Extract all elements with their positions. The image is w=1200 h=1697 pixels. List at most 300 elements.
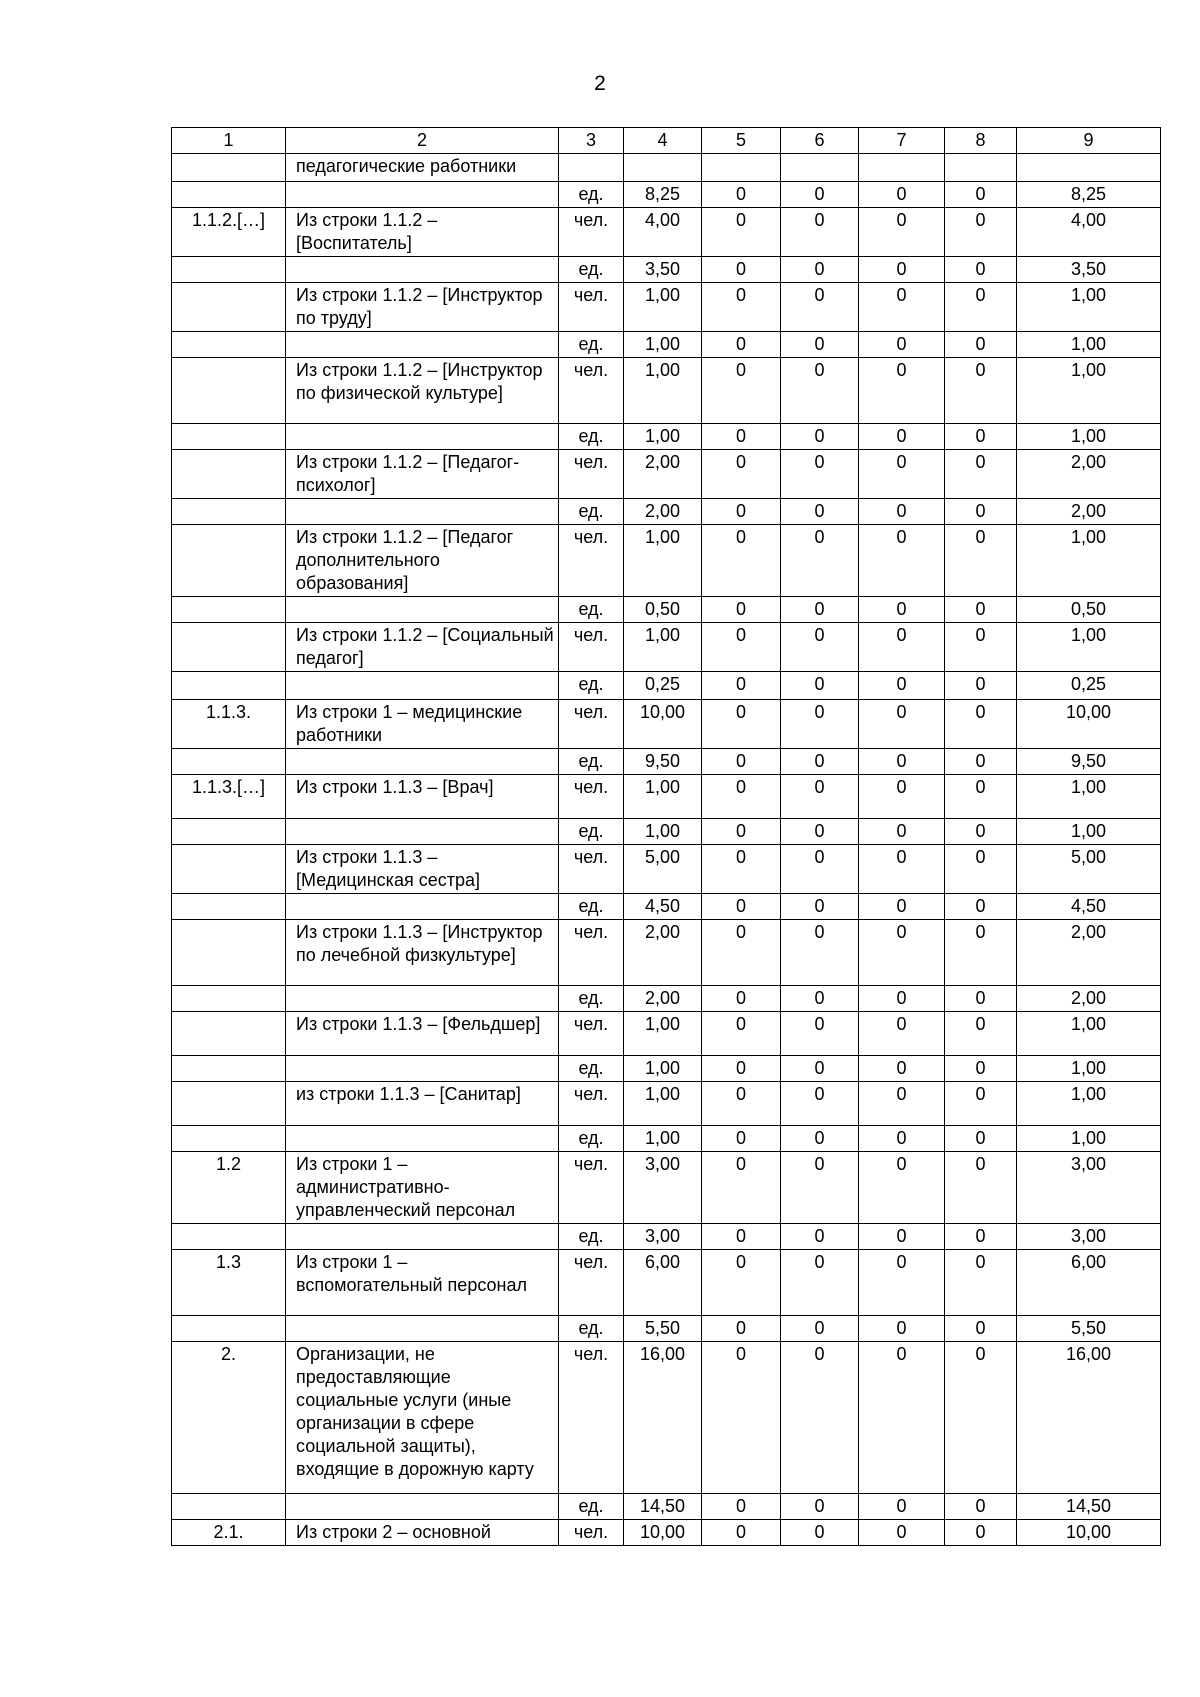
row-number-cell: [172, 672, 286, 700]
value-col-8-cell: 0: [945, 1012, 1017, 1056]
value-col-5-cell: 0: [702, 1494, 781, 1520]
value-col-6-cell: 0: [781, 257, 859, 283]
row-number-cell: [172, 182, 286, 208]
table-row: [172, 1316, 1161, 1342]
row-name-cell: [286, 986, 559, 1012]
table-row: [172, 986, 1161, 1012]
unit-cell: ед.: [559, 182, 624, 208]
row-number-cell: [172, 450, 286, 499]
value-col-6-cell: 0: [781, 700, 859, 749]
header-cell-7: 7: [859, 128, 945, 154]
value-col-6-cell: 0: [781, 1056, 859, 1082]
unit-cell: чел.: [559, 1520, 624, 1546]
value-col-8-cell: 0: [945, 332, 1017, 358]
unit-cell: чел.: [559, 358, 624, 424]
value-col-4-cell: 1,00: [624, 283, 702, 332]
row-name-cell: Из строки 1 – вспомогательный персонал: [286, 1250, 559, 1316]
value-col-7-cell: 0: [859, 700, 945, 749]
table-body: [172, 128, 1161, 1546]
value-col-5-cell: 0: [702, 845, 781, 894]
row-name-cell: Из строки 1.1.2 – [Инструктор по физической культуре]: [286, 358, 559, 424]
value-col-4-cell: 5,00: [624, 845, 702, 894]
row-number-cell: 2.1.: [172, 1520, 286, 1546]
row-number-cell: 1.3: [172, 1250, 286, 1316]
row-name-cell: Из строки 1.1.3 – [Фельдшер]: [286, 1012, 559, 1056]
table-row: [172, 424, 1161, 450]
value-col-7-cell: 0: [859, 623, 945, 672]
unit-cell: ед.: [559, 819, 624, 845]
value-col-9-cell: 1,00: [1017, 623, 1161, 672]
value-col-5-cell: 0: [702, 1152, 781, 1224]
row-number-cell: [172, 1082, 286, 1126]
row-number-cell: 2.: [172, 1342, 286, 1494]
value-col-5-cell: 0: [702, 450, 781, 499]
row-name-cell: [286, 819, 559, 845]
value-col-7-cell: 0: [859, 749, 945, 775]
value-col-9-cell: 8,25: [1017, 182, 1161, 208]
value-col-5-cell: 0: [702, 1056, 781, 1082]
value-col-5-cell: 0: [702, 920, 781, 986]
value-col-4-cell: 1,00: [624, 819, 702, 845]
unit-cell: чел.: [559, 1250, 624, 1316]
value-col-8-cell: 0: [945, 819, 1017, 845]
unit-cell: ед.: [559, 1056, 624, 1082]
value-col-6-cell: 0: [781, 1250, 859, 1316]
value-col-4-cell: 4,00: [624, 208, 702, 257]
value-col-7-cell: 0: [859, 283, 945, 332]
row-number-cell: [172, 332, 286, 358]
value-col-6-cell: 0: [781, 1082, 859, 1126]
row-name-cell: [286, 749, 559, 775]
value-col-7-cell: 0: [859, 182, 945, 208]
value-col-8-cell: 0: [945, 775, 1017, 819]
value-col-6-cell: 0: [781, 1152, 859, 1224]
value-col-8-cell: 0: [945, 700, 1017, 749]
value-col-9-cell: 0,50: [1017, 597, 1161, 623]
value-col-6-cell: 0: [781, 450, 859, 499]
unit-cell: ед.: [559, 1126, 624, 1152]
value-col-7-cell: 0: [859, 1056, 945, 1082]
row-name-cell: Из строки 1.1.3 – [Врач]: [286, 775, 559, 819]
row-name-cell: [286, 182, 559, 208]
value-col-4-cell: 0,50: [624, 597, 702, 623]
value-col-6-cell: 0: [781, 749, 859, 775]
row-number-cell: [172, 1316, 286, 1342]
value-col-5-cell: 0: [702, 358, 781, 424]
unit-cell: чел.: [559, 1342, 624, 1494]
value-col-7-cell: 0: [859, 597, 945, 623]
unit-cell: ед.: [559, 499, 624, 525]
table-row: [172, 749, 1161, 775]
value-col-7-cell: 0: [859, 208, 945, 257]
value-col-7-cell: 0: [859, 1494, 945, 1520]
row-name-cell: из строки 1.1.3 – [Санитар]: [286, 1082, 559, 1126]
unit-cell: чел.: [559, 450, 624, 499]
value-col-4-cell: 1,00: [624, 358, 702, 424]
value-col-9-cell: 1,00: [1017, 525, 1161, 597]
table-row: [172, 154, 1161, 182]
value-col-8-cell: 0: [945, 623, 1017, 672]
row-name-cell: [286, 1056, 559, 1082]
value-col-5-cell: 0: [702, 1316, 781, 1342]
table-row: [172, 332, 1161, 358]
value-col-8-cell: 0: [945, 597, 1017, 623]
value-col-7-cell: 0: [859, 672, 945, 700]
value-col-8-cell: 0: [945, 986, 1017, 1012]
unit-cell: ед.: [559, 672, 624, 700]
value-col-6-cell: 0: [781, 499, 859, 525]
value-col-9-cell: 10,00: [1017, 700, 1161, 749]
row-number-cell: [172, 499, 286, 525]
value-col-8-cell: 0: [945, 283, 1017, 332]
row-number-cell: [172, 257, 286, 283]
value-col-5-cell: 0: [702, 257, 781, 283]
row-name-cell: Из строки 1 – медицинские работники: [286, 700, 559, 749]
value-col-7-cell: 0: [859, 986, 945, 1012]
value-col-5-cell: 0: [702, 499, 781, 525]
table-row: [172, 450, 1161, 499]
value-col-4-cell: 6,00: [624, 1250, 702, 1316]
row-name-cell: [286, 499, 559, 525]
table-row: [172, 1520, 1161, 1546]
row-number-cell: [172, 1012, 286, 1056]
table-row: [172, 1012, 1161, 1056]
value-col-6-cell: 0: [781, 986, 859, 1012]
value-col-5-cell: 0: [702, 1012, 781, 1056]
value-col-7-cell: 0: [859, 920, 945, 986]
unit-cell: чел.: [559, 700, 624, 749]
table-row: [172, 358, 1161, 424]
table-row: [172, 819, 1161, 845]
row-name-cell: [286, 257, 559, 283]
value-col-9-cell: 1,00: [1017, 424, 1161, 450]
value-col-8-cell: 0: [945, 257, 1017, 283]
row-number-cell: [172, 1126, 286, 1152]
header-cell-9: 9: [1017, 128, 1161, 154]
value-col-8-cell: 0: [945, 525, 1017, 597]
value-col-9-cell: 1,00: [1017, 1056, 1161, 1082]
value-col-7-cell: [859, 154, 945, 182]
value-col-4-cell: 1,00: [624, 1012, 702, 1056]
value-col-9-cell: 10,00: [1017, 1520, 1161, 1546]
value-col-5-cell: 0: [702, 1342, 781, 1494]
value-col-8-cell: 0: [945, 1126, 1017, 1152]
table-row: [172, 700, 1161, 749]
value-col-6-cell: 0: [781, 819, 859, 845]
table-row: [172, 1056, 1161, 1082]
row-name-cell: Из строки 1.1.2 – [Педагог дополнительного образования]: [286, 525, 559, 597]
row-number-cell: [172, 894, 286, 920]
value-col-6-cell: 0: [781, 845, 859, 894]
unit-cell: чел.: [559, 525, 624, 597]
value-col-4-cell: 16,00: [624, 1342, 702, 1494]
value-col-4-cell: 10,00: [624, 1520, 702, 1546]
value-col-4-cell: 2,00: [624, 499, 702, 525]
value-col-7-cell: 0: [859, 1520, 945, 1546]
value-col-5-cell: 0: [702, 332, 781, 358]
unit-cell: чел.: [559, 920, 624, 986]
value-col-8-cell: 0: [945, 1342, 1017, 1494]
value-col-7-cell: 0: [859, 845, 945, 894]
header-cell-6: 6: [781, 128, 859, 154]
value-col-9-cell: 2,00: [1017, 920, 1161, 986]
table-row: [172, 1494, 1161, 1520]
value-col-5-cell: 0: [702, 1126, 781, 1152]
value-col-8-cell: 0: [945, 1224, 1017, 1250]
value-col-7-cell: 0: [859, 1012, 945, 1056]
value-col-5-cell: 0: [702, 894, 781, 920]
value-col-4-cell: 1,00: [624, 424, 702, 450]
header-cell-5: 5: [702, 128, 781, 154]
value-col-6-cell: 0: [781, 208, 859, 257]
row-name-cell: Из строки 2 – основной: [286, 1520, 559, 1546]
value-col-9-cell: [1017, 154, 1161, 182]
value-col-4-cell: 10,00: [624, 700, 702, 749]
value-col-4-cell: 1,00: [624, 1126, 702, 1152]
value-col-9-cell: 1,00: [1017, 775, 1161, 819]
staffing-table: [171, 127, 1161, 1546]
value-col-6-cell: 0: [781, 358, 859, 424]
value-col-6-cell: 0: [781, 525, 859, 597]
row-number-cell: [172, 749, 286, 775]
value-col-9-cell: 1,00: [1017, 283, 1161, 332]
value-col-7-cell: 0: [859, 1126, 945, 1152]
value-col-6-cell: 0: [781, 623, 859, 672]
row-name-cell: Из строки 1.1.2 – [Инструктор по труду]: [286, 283, 559, 332]
value-col-9-cell: 2,00: [1017, 499, 1161, 525]
value-col-4-cell: 2,00: [624, 920, 702, 986]
value-col-9-cell: 4,50: [1017, 894, 1161, 920]
row-name-cell: Из строки 1.1.3 – [Инструктор по лечебной физкультуре]: [286, 920, 559, 986]
value-col-5-cell: 0: [702, 597, 781, 623]
unit-cell: чел.: [559, 1082, 624, 1126]
value-col-5-cell: 0: [702, 1224, 781, 1250]
value-col-9-cell: 3,00: [1017, 1224, 1161, 1250]
value-col-8-cell: 0: [945, 845, 1017, 894]
table-row: [172, 1224, 1161, 1250]
table-row: [172, 672, 1161, 700]
value-col-8-cell: 0: [945, 358, 1017, 424]
value-col-5-cell: 0: [702, 623, 781, 672]
row-name-cell: [286, 1316, 559, 1342]
value-col-4-cell: 3,00: [624, 1224, 702, 1250]
value-col-9-cell: 1,00: [1017, 1012, 1161, 1056]
table-row: [172, 1152, 1161, 1224]
row-name-cell: [286, 672, 559, 700]
table-header-row: [172, 128, 1161, 154]
unit-cell: ед.: [559, 332, 624, 358]
value-col-7-cell: 0: [859, 1316, 945, 1342]
value-col-4-cell: 1,00: [624, 623, 702, 672]
value-col-6-cell: 0: [781, 894, 859, 920]
value-col-9-cell: 3,00: [1017, 1152, 1161, 1224]
row-number-cell: [172, 845, 286, 894]
row-number-cell: [172, 1056, 286, 1082]
unit-cell: чел.: [559, 845, 624, 894]
value-col-8-cell: 0: [945, 424, 1017, 450]
value-col-5-cell: 0: [702, 749, 781, 775]
unit-cell: чел.: [559, 283, 624, 332]
table-row: [172, 1342, 1161, 1494]
row-name-cell: Из строки 1.1.2 – [Воспитатель]: [286, 208, 559, 257]
value-col-9-cell: 2,00: [1017, 450, 1161, 499]
header-cell-8: 8: [945, 128, 1017, 154]
row-number-cell: 1.1.3.[…]: [172, 775, 286, 819]
value-col-4-cell: 3,50: [624, 257, 702, 283]
value-col-7-cell: 0: [859, 1342, 945, 1494]
value-col-6-cell: 0: [781, 1012, 859, 1056]
value-col-9-cell: 2,00: [1017, 986, 1161, 1012]
value-col-4-cell: 9,50: [624, 749, 702, 775]
value-col-8-cell: 0: [945, 1056, 1017, 1082]
row-number-cell: [172, 597, 286, 623]
value-col-5-cell: 0: [702, 424, 781, 450]
header-cell-4: 4: [624, 128, 702, 154]
table-row: [172, 525, 1161, 597]
value-col-4-cell: 2,00: [624, 450, 702, 499]
value-col-6-cell: 0: [781, 920, 859, 986]
value-col-6-cell: 0: [781, 1342, 859, 1494]
header-cell-1: 1: [172, 128, 286, 154]
unit-cell: ед.: [559, 1224, 624, 1250]
row-name-cell: педагогические работники: [286, 154, 559, 182]
table-row: [172, 920, 1161, 986]
row-name-cell: Из строки 1.1.2 – [Педагог-психолог]: [286, 450, 559, 499]
value-col-5-cell: 0: [702, 525, 781, 597]
table-row: [172, 597, 1161, 623]
value-col-8-cell: 0: [945, 920, 1017, 986]
row-number-cell: [172, 819, 286, 845]
unit-cell: ед.: [559, 986, 624, 1012]
row-number-cell: [172, 154, 286, 182]
value-col-4-cell: 1,00: [624, 332, 702, 358]
value-col-6-cell: 0: [781, 1494, 859, 1520]
value-col-8-cell: 0: [945, 1250, 1017, 1316]
value-col-5-cell: 0: [702, 1250, 781, 1316]
row-name-cell: Организации, не предоставляющие социальные услуги (иные организации в сфере социальной защиты), входящие в дорожную карту: [286, 1342, 559, 1494]
table-row: [172, 257, 1161, 283]
table-row: [172, 623, 1161, 672]
row-number-cell: [172, 623, 286, 672]
value-col-6-cell: [781, 154, 859, 182]
value-col-9-cell: 9,50: [1017, 749, 1161, 775]
value-col-5-cell: 0: [702, 1082, 781, 1126]
value-col-4-cell: 0,25: [624, 672, 702, 700]
value-col-9-cell: 14,50: [1017, 1494, 1161, 1520]
value-col-9-cell: 5,50: [1017, 1316, 1161, 1342]
header-cell-3: 3: [559, 128, 624, 154]
value-col-6-cell: 0: [781, 424, 859, 450]
row-name-cell: Из строки 1 – административно-управленческий персонал: [286, 1152, 559, 1224]
row-number-cell: [172, 1224, 286, 1250]
value-col-5-cell: 0: [702, 208, 781, 257]
value-col-7-cell: 0: [859, 775, 945, 819]
value-col-9-cell: 6,00: [1017, 1250, 1161, 1316]
unit-cell: [559, 154, 624, 182]
unit-cell: чел.: [559, 1152, 624, 1224]
row-name-cell: [286, 1126, 559, 1152]
value-col-6-cell: 0: [781, 332, 859, 358]
value-col-8-cell: 0: [945, 1082, 1017, 1126]
value-col-8-cell: 0: [945, 1520, 1017, 1546]
value-col-7-cell: 0: [859, 257, 945, 283]
row-number-cell: [172, 283, 286, 332]
value-col-4-cell: 14,50: [624, 1494, 702, 1520]
value-col-8-cell: 0: [945, 182, 1017, 208]
row-name-cell: [286, 332, 559, 358]
row-name-cell: Из строки 1.1.2 – [Социальный педагог]: [286, 623, 559, 672]
value-col-8-cell: 0: [945, 672, 1017, 700]
value-col-8-cell: 0: [945, 1316, 1017, 1342]
page-number: 2: [594, 72, 606, 95]
value-col-5-cell: 0: [702, 1520, 781, 1546]
value-col-7-cell: 0: [859, 1250, 945, 1316]
row-number-cell: [172, 986, 286, 1012]
value-col-4-cell: 1,00: [624, 525, 702, 597]
value-col-6-cell: 0: [781, 672, 859, 700]
value-col-9-cell: 1,00: [1017, 332, 1161, 358]
value-col-7-cell: 0: [859, 1224, 945, 1250]
row-number-cell: [172, 1494, 286, 1520]
table-row: [172, 182, 1161, 208]
value-col-6-cell: 0: [781, 1224, 859, 1250]
value-col-5-cell: 0: [702, 986, 781, 1012]
value-col-9-cell: 16,00: [1017, 1342, 1161, 1494]
table-row: [172, 283, 1161, 332]
row-name-cell: [286, 424, 559, 450]
row-number-cell: [172, 920, 286, 986]
value-col-7-cell: 0: [859, 358, 945, 424]
value-col-7-cell: 0: [859, 819, 945, 845]
value-col-9-cell: 5,00: [1017, 845, 1161, 894]
row-number-cell: 1.1.3.: [172, 700, 286, 749]
value-col-8-cell: 0: [945, 1152, 1017, 1224]
unit-cell: ед.: [559, 1316, 624, 1342]
value-col-8-cell: [945, 154, 1017, 182]
table-row: [172, 1082, 1161, 1126]
value-col-5-cell: 0: [702, 775, 781, 819]
value-col-8-cell: 0: [945, 749, 1017, 775]
header-cell-2: 2: [286, 128, 559, 154]
unit-cell: чел.: [559, 208, 624, 257]
value-col-9-cell: 4,00: [1017, 208, 1161, 257]
unit-cell: ед.: [559, 424, 624, 450]
value-col-4-cell: 8,25: [624, 182, 702, 208]
table-row: [172, 1250, 1161, 1316]
value-col-7-cell: 0: [859, 450, 945, 499]
row-number-cell: 1.2: [172, 1152, 286, 1224]
value-col-6-cell: 0: [781, 775, 859, 819]
value-col-6-cell: 0: [781, 1316, 859, 1342]
row-name-cell: [286, 1494, 559, 1520]
value-col-7-cell: 0: [859, 1152, 945, 1224]
value-col-7-cell: 0: [859, 525, 945, 597]
table-row: [172, 499, 1161, 525]
value-col-9-cell: 1,00: [1017, 358, 1161, 424]
value-col-6-cell: 0: [781, 1126, 859, 1152]
value-col-9-cell: 1,00: [1017, 1082, 1161, 1126]
value-col-8-cell: 0: [945, 499, 1017, 525]
row-number-cell: [172, 525, 286, 597]
value-col-9-cell: 1,00: [1017, 819, 1161, 845]
unit-cell: ед.: [559, 597, 624, 623]
value-col-4-cell: 1,00: [624, 1082, 702, 1126]
table-row: [172, 208, 1161, 257]
value-col-7-cell: 0: [859, 499, 945, 525]
unit-cell: чел.: [559, 623, 624, 672]
value-col-7-cell: 0: [859, 424, 945, 450]
value-col-6-cell: 0: [781, 283, 859, 332]
